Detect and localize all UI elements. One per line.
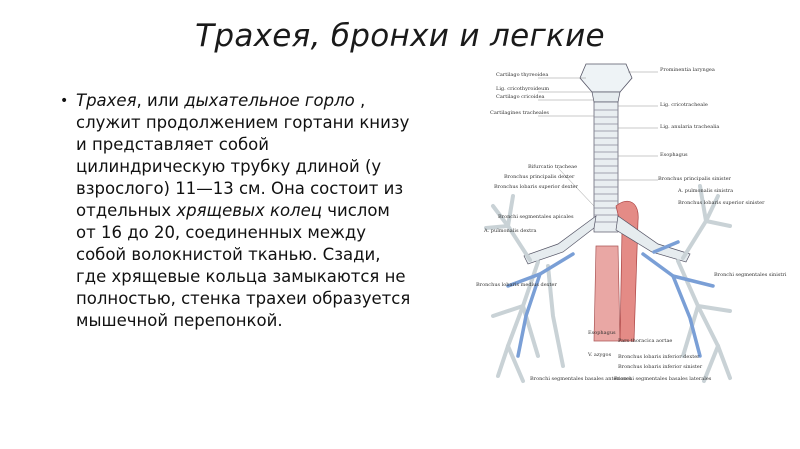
- label-esophagus-bottom: Esophagus: [588, 330, 616, 336]
- label-right-lower-lobar: Bronchus lobaris inferior dexter: [618, 354, 700, 360]
- label-left-pulmonary-artery: A. pulmonalis sinistra: [678, 188, 734, 194]
- label-basal-anterior: Bronchi segmentales basales anteriores: [530, 376, 632, 382]
- label-bifurcation: Bifurcatio tracheae: [528, 164, 578, 170]
- larynx-shape: [580, 64, 632, 92]
- term-windpipe: дыхательное горло: [184, 91, 355, 110]
- label-right-pulmonary-artery: A. pulmonalis dextra: [484, 228, 537, 234]
- label-cricoid: Cartilago cricoidea: [496, 94, 545, 100]
- label-lig-cricotracheale: Lig. cricotracheale: [660, 102, 708, 108]
- term-cartilage-rings: хрящевых колец: [176, 201, 322, 220]
- body-text: [62, 90, 412, 332]
- label-anular-ligaments: Lig. anularia trachealia: [660, 124, 720, 130]
- label-left-main-bronchus: Bronchus principalis sinister: [658, 176, 731, 182]
- label-left-segmental: Bronchi segmentales sinistri: [714, 272, 787, 278]
- text-segment: , или: [136, 91, 185, 110]
- label-thoracic-aorta: Pars thoracica aortae: [618, 338, 673, 344]
- label-left-lower-lobar: Bronchus lobaris inferior sinister: [618, 364, 703, 370]
- term-trachea: Трахея: [76, 91, 137, 110]
- label-right-middle-lobar: Bronchus lobaris medius dexter: [476, 282, 557, 288]
- label-thyroid-cartilage: Cartilago thyreoidea: [496, 72, 549, 78]
- text-segment: числом от 16 до 20, соединенных между собой волокнистой тканью. Сзади, где хрящевые кольца замыкаются не полностью, стенка трахеи образуется мышечной перепонкой.: [76, 201, 411, 330]
- slide-title: Трахея, бронхи и легкие: [195, 18, 605, 54]
- label-left-upper-lobar: Bronchus lobaris superior sinister: [678, 200, 765, 206]
- text-segment: , служит продолжением гортани книзу и представляет собой цилиндрическую трубку длиной (у взрослого) 11—13 см. Она состоит из отдельных: [76, 91, 410, 220]
- bronchus-right: [524, 216, 596, 264]
- esophagus-shape: [594, 246, 620, 341]
- label-tracheal-cartilages: Cartilagines tracheales: [490, 110, 549, 116]
- label-apical-segmental: Bronchi segmentales apicales: [498, 214, 574, 220]
- trachea-shape: [594, 102, 618, 232]
- label-esophagus-top: Esophagus: [660, 152, 688, 158]
- label-right-upper-lobar: Bronchus lobaris superior dexter: [494, 184, 578, 190]
- label-lig-cricothyroid: Lig. cricothyroideum: [496, 86, 550, 92]
- label-right-main-bronchus: Bronchus principalis dexter: [504, 174, 575, 180]
- label-azygos: V. azygos: [588, 352, 612, 358]
- label-prominentia: Prominentia laryngea: [660, 67, 715, 73]
- bullet-marker: •: [60, 93, 69, 109]
- trachea-bronchi-illustration: [468, 56, 787, 391]
- description-paragraph: [62, 90, 412, 332]
- label-basal-lateral: Bronchi segmentales basales laterales: [614, 376, 712, 382]
